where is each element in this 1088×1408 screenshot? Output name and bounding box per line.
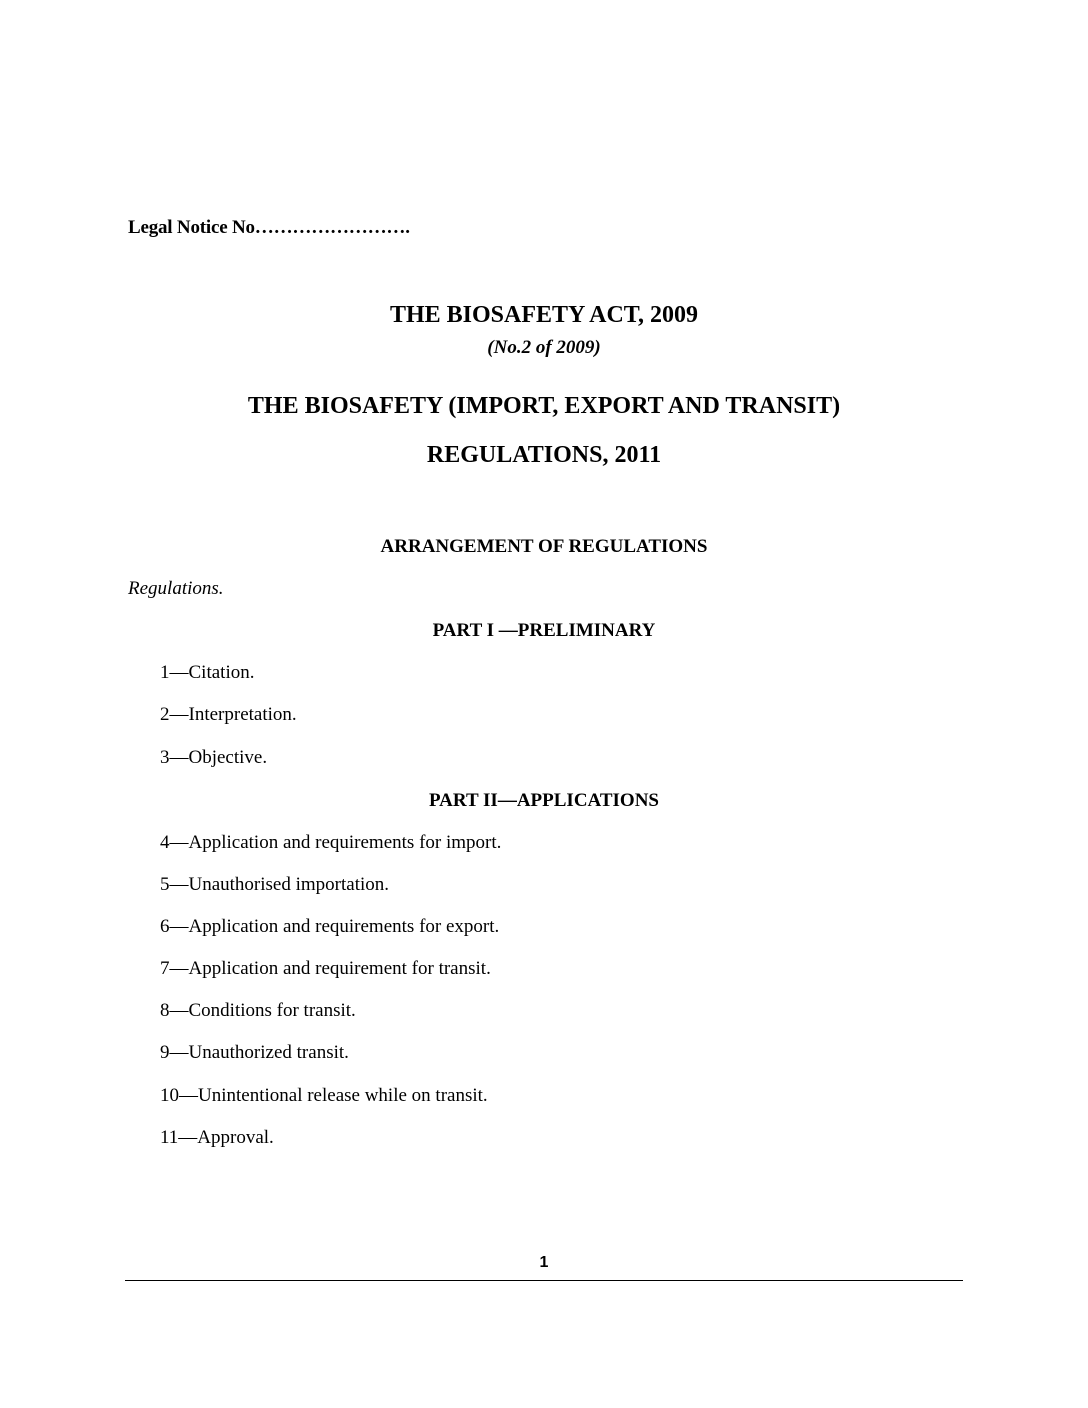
list-item: 11—Approval. bbox=[160, 1127, 274, 1148]
arrangement-heading: ARRANGEMENT OF REGULATIONS bbox=[380, 536, 708, 557]
legal-notice-number: Legal Notice No……………………. bbox=[128, 217, 410, 238]
list-item: 9—Unauthorized transit. bbox=[160, 1042, 349, 1063]
regulations-label: Regulations. bbox=[128, 578, 224, 599]
page-number: 1 bbox=[539, 1254, 549, 1271]
act-number: (No.2 of 2009) bbox=[487, 337, 601, 358]
list-item: 3—Objective. bbox=[160, 747, 268, 768]
footer-divider bbox=[125, 1280, 963, 1281]
list-item: 4—Application and requirements for import. bbox=[160, 832, 502, 853]
list-item: 7—Application and requirement for transit. bbox=[160, 958, 491, 979]
list-item: 6—Application and requirements for export. bbox=[160, 916, 500, 937]
part-heading-preliminary: PART I —PRELIMINARY bbox=[432, 620, 656, 641]
list-item: 5—Unauthorised importation. bbox=[160, 874, 390, 895]
part-heading-applications: PART II—APPLICATIONS bbox=[428, 790, 659, 811]
regulations-title-line1: THE BIOSAFETY (IMPORT, EXPORT AND TRANSIT) bbox=[247, 393, 841, 419]
list-item: 8—Conditions for transit. bbox=[160, 1000, 356, 1021]
act-title: THE BIOSAFETY ACT, 2009 bbox=[389, 302, 699, 328]
list-item: 2—Interpretation. bbox=[160, 704, 297, 725]
regulations-title-line2: REGULATIONS, 2011 bbox=[426, 442, 662, 468]
list-item: 1—Citation. bbox=[160, 662, 255, 683]
list-item: 10—Unintentional release while on transit. bbox=[160, 1085, 488, 1106]
